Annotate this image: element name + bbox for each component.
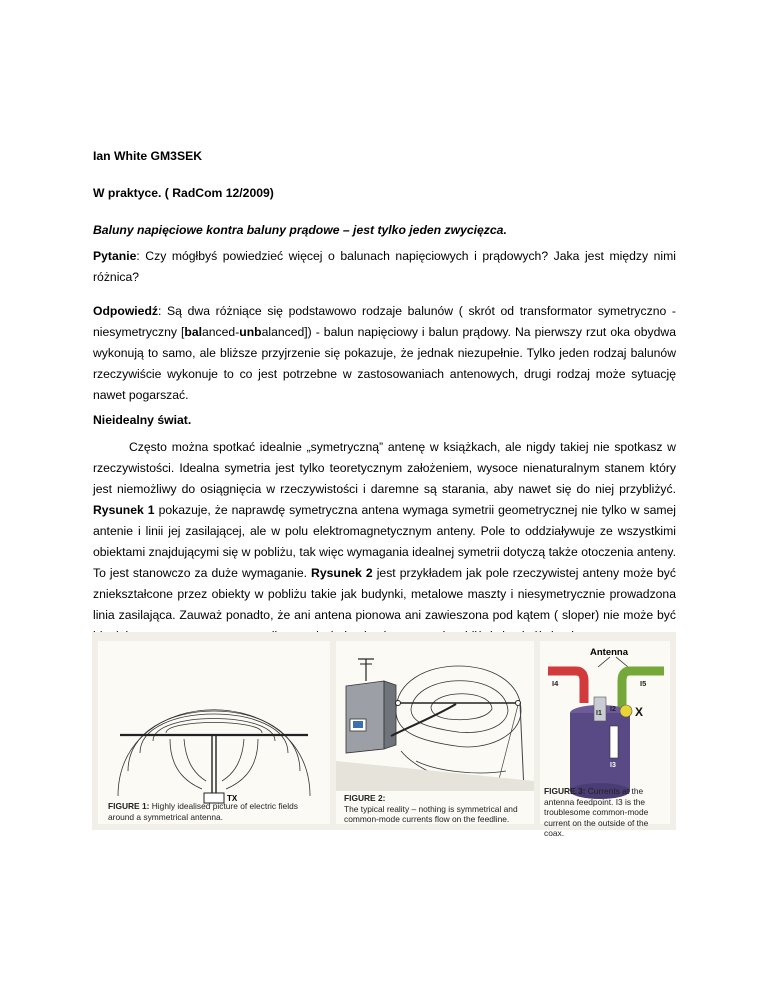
- feedline: [391, 704, 456, 736]
- figure-strip: [92, 632, 676, 838]
- answer-paragraph: Odpowiedź: Są dwa różniące się podstawowo rodzaje balunów ( skrót od transformator symetryczno -niesymetryczny [balanced-unbalanced]) - balun napięciowy i balun prądowy. Na pierwszy rzut oka obydwa wykonują to samo, ale bliższe przyjrzenie się pokazuje, że jednak niezupełnie. Tylko jeden rodzaj balunów rzeczywiście wykonuje to co jest potrzebne w zastosowaniach antenowych, drugi rodzaj może sytuację nawet pogarszać.: [93, 304, 676, 402]
- centre-conductor: [594, 697, 606, 721]
- i3-label: I3: [610, 762, 616, 769]
- antenna-label: Antenna: [590, 647, 628, 658]
- figure-1-panel: [98, 641, 330, 824]
- figure-3-caption: FIGURE 3: Currents at the antenna feedpoint. I3 is the troublesome common-mode current on the outside of the coax.: [544, 786, 649, 838]
- body-paragraph: Często można spotkać idealnie „symetryczną” antenę w książkach, ale nigdy takiej nie spotkasz w rzeczywistości. Idealna symetria jest tylko teoretycznym założeniem, wysoce nienaturalnym stanem który jest niemożliwy do osiągnięcia w rzeczywistości i daremne są starania, aby nawet się do niej przybliżyć. Rysunek 1 pokazuje, że naprawdę symetryczna antena wymaga symetrii geometrycznej nie tylko w samej antenie i linii jej zasilającej, ale w polu elektromagnetycznym anteny. Pole to oddziaływuje ze wszystkimi obiektami znajdującymi się w pobliżu, tak więc wymagania idealnej symetrii dotyczą także otoczenia anteny. To jest stanowczo za duże wymaganie. Rysunek 2 jest przykładem jak pole rzeczywistej anteny może być zniekształcone przez obiekty w pobliżu takie jak budynki, metalowe maszty i niesymetrycznie prowadzona linia zasilająca. Zauważ ponadto, że ani antena pionowa ani zawieszona pod kątem ( sloper) nie może być: [93, 440, 676, 622]
- figure-1-diagram: [98, 641, 330, 824]
- x-label: X: [635, 705, 644, 719]
- figure-2-panel: [336, 641, 534, 824]
- section-heading: Nieidealny świat.: [93, 413, 192, 427]
- question-label: Pytanie: [93, 249, 137, 263]
- figure-2-caption: FIGURE 2: The typical reality – nothing is symmetrical and common-mode currents flow on the feedline.: [344, 793, 518, 824]
- figure-3-panel: [540, 641, 670, 838]
- i3-arrow: [610, 726, 618, 758]
- feedpoint-marker: [620, 705, 632, 717]
- figure-2-ref: Rysunek 2: [311, 566, 373, 580]
- tx-label: TX: [227, 794, 238, 803]
- green-antenna-leg: [622, 671, 664, 707]
- i4-label: I4: [552, 679, 559, 688]
- field-lines: [118, 710, 310, 796]
- coax-body: [570, 713, 630, 791]
- i5-label: I5: [640, 679, 647, 688]
- i1-label: I1: [596, 710, 602, 717]
- subtitle-line: W praktyce. ( RadCom 12/2009): [93, 186, 274, 200]
- question-paragraph: [93, 246, 676, 288]
- headline: Baluny napięciowe kontra baluny prądowe – jest tylko jeden zwycięzca.: [93, 223, 507, 237]
- figure-1-caption: FIGURE 1: Highly idealised picture of electric fields around a symmetrical antenna.: [108, 801, 298, 822]
- metal-mast: [520, 703, 524, 791]
- house: [346, 681, 384, 753]
- i2-label: I2: [610, 706, 616, 713]
- author-line: Ian White GM3SEK: [93, 149, 203, 163]
- answer-label: Odpowiedź: [93, 304, 158, 318]
- question-text: : Czy mógłbyś powiedzieć więcej o balunach napięciowych i prądowych? Jaka jest między nimi różnica?: [93, 249, 676, 284]
- figure-1-ref: Rysunek 1: [93, 503, 155, 517]
